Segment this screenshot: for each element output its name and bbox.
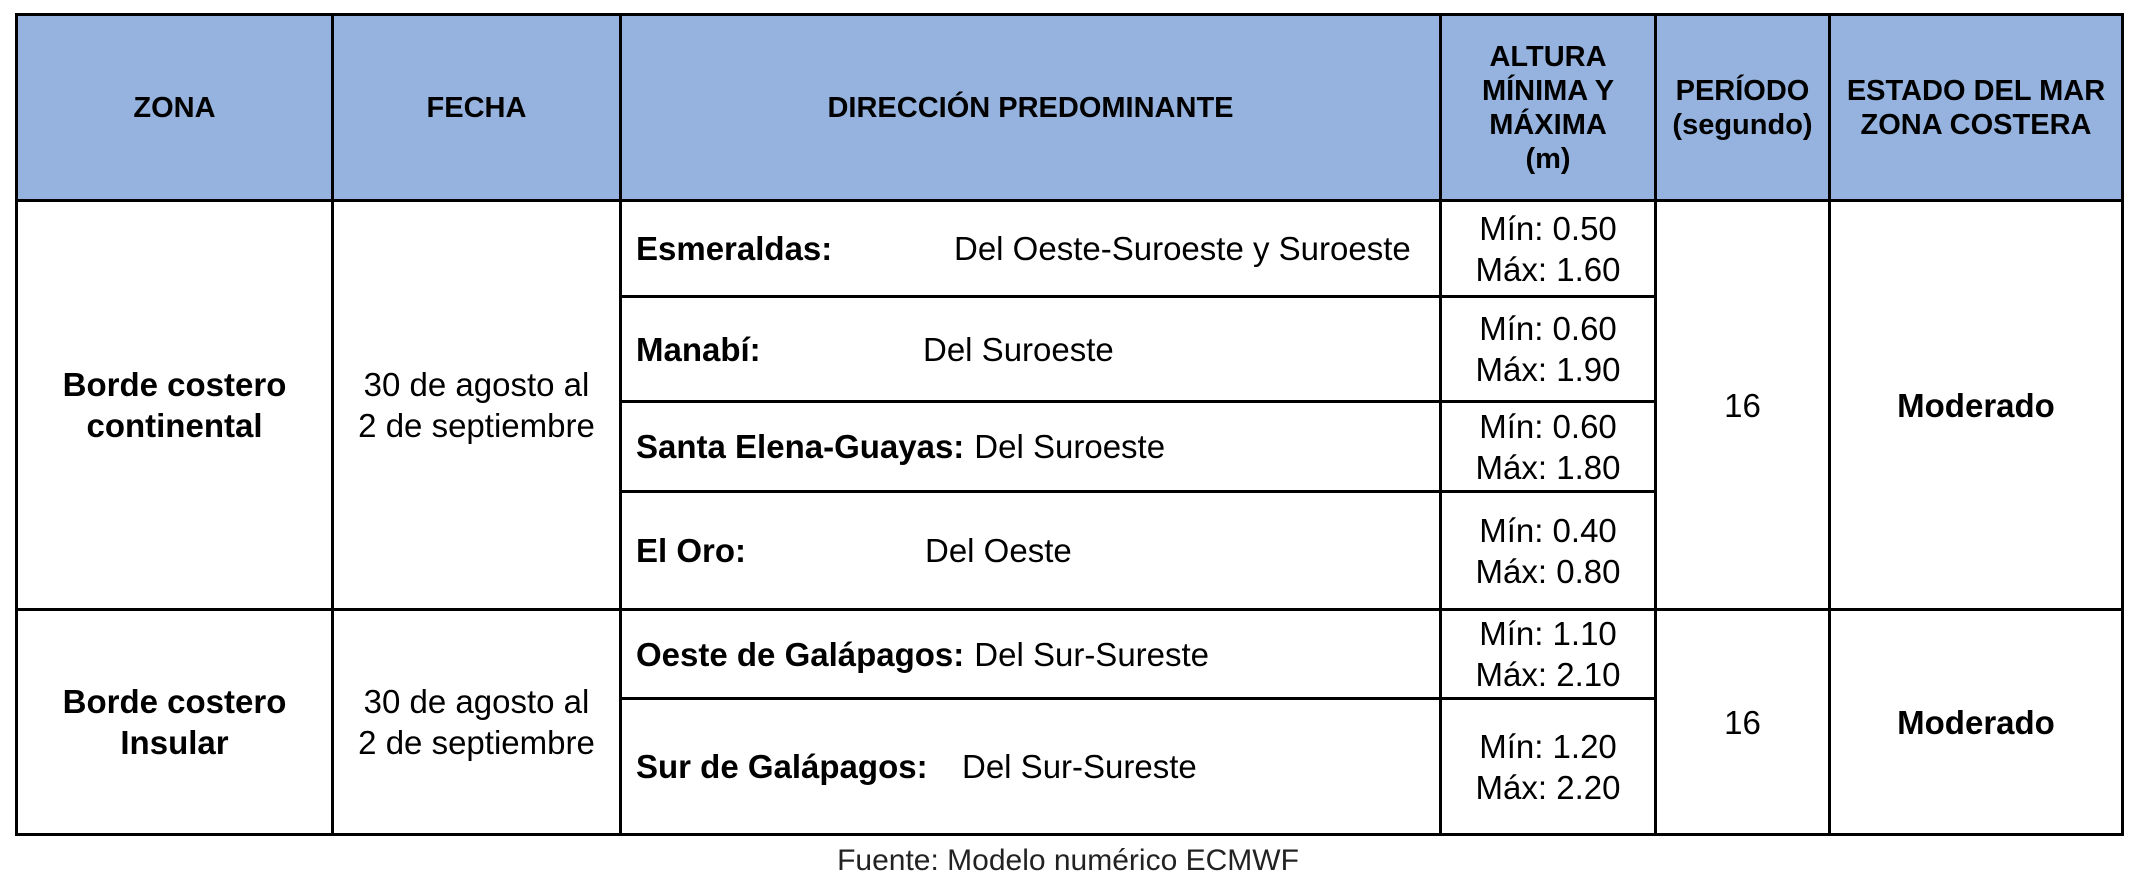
header-periodo-line: (segundo) (1672, 108, 1813, 141)
sea-state-cell: Moderado (1830, 201, 2123, 610)
date-line: 30 de agosto al (363, 366, 590, 403)
height-min: Mín: 0.40 (1479, 511, 1617, 549)
direction-text: Del Suroeste (923, 330, 1114, 368)
region-label: Esmeraldas: (636, 230, 833, 267)
height-max: Máx: 1.90 (1475, 351, 1621, 388)
date-line: 2 de septiembre (358, 407, 595, 444)
wave-forecast-table (15, 13, 2124, 836)
height-cell (1441, 492, 1656, 610)
zone-line: Borde costero (62, 683, 287, 720)
date-cell (333, 610, 621, 835)
period-cell: 16 (1656, 610, 1830, 835)
height-min: Mín: 0.60 (1479, 407, 1617, 445)
source-caption: Fuente: Modelo numérico ECMWF (837, 844, 1299, 877)
height-max: Máx: 2.20 (1475, 768, 1621, 806)
table-row (17, 610, 2123, 699)
height-max: Máx: 2.10 (1475, 656, 1621, 693)
zone-line: continental (86, 407, 263, 444)
header-direccion: DIRECCIÓN PREDOMINANTE (621, 15, 1441, 201)
direction-text: Del Sur-Sureste (974, 635, 1210, 673)
zone-cell (17, 201, 333, 610)
direction-text: Del Suroeste (974, 428, 1166, 465)
height-max: Máx: 1.80 (1475, 448, 1621, 486)
date-line: 2 de septiembre (358, 724, 595, 761)
height-cell (1441, 297, 1656, 402)
height-cell (1441, 610, 1656, 699)
header-periodo-line: PERÍODO (1675, 74, 1810, 107)
direction-cell (621, 492, 1441, 610)
height-cell (1441, 402, 1656, 492)
direction-cell (621, 610, 1441, 699)
height-min: Mín: 0.50 (1479, 209, 1617, 247)
height-max: Máx: 1.60 (1475, 250, 1621, 288)
zone-line: Borde costero (62, 366, 287, 403)
header-altura-line: ALTURA (1489, 40, 1607, 73)
height-min: Mín: 1.20 (1479, 727, 1617, 765)
direction-cell (621, 402, 1441, 492)
direction-text: Del Sur-Sureste (962, 748, 1197, 785)
header-altura-line: MÍNIMA Y (1481, 74, 1615, 107)
date-cell (333, 201, 621, 610)
header-row (17, 15, 2123, 201)
header-periodo (1656, 15, 1830, 201)
region-label: Santa Elena-Guayas: (636, 428, 965, 465)
header-altura (1441, 15, 1656, 201)
direction-cell (621, 201, 1441, 297)
header-estado-line: ZONA COSTERA (1860, 108, 2092, 141)
height-min: Mín: 0.60 (1479, 310, 1617, 347)
zone-line: Insular (120, 724, 229, 761)
region-label: Sur de Galápagos: (636, 748, 928, 785)
date-line: 30 de agosto al (363, 683, 590, 720)
sea-state-cell: Moderado (1830, 610, 2123, 835)
region-label: Manabí: (636, 330, 761, 368)
direction-text: Del Oeste-Suroeste y Suroeste (954, 230, 1411, 267)
height-cell (1441, 201, 1656, 297)
header-zona: ZONA (17, 15, 333, 201)
header-altura-line: MÁXIMA (1489, 108, 1607, 141)
direction-cell (621, 699, 1441, 835)
period-cell: 16 (1656, 201, 1830, 610)
zone-cell (17, 610, 333, 835)
header-estado-line: ESTADO DEL MAR (1846, 74, 2106, 107)
height-cell (1441, 699, 1656, 835)
region-label: Oeste de Galápagos: (636, 635, 965, 673)
header-fecha: FECHA (333, 15, 621, 201)
direction-cell (621, 297, 1441, 402)
header-estado (1830, 15, 2123, 201)
table-row (17, 201, 2123, 297)
height-min: Mín: 1.10 (1479, 615, 1617, 652)
region-label: El Oro: (636, 532, 747, 569)
height-max: Máx: 0.80 (1475, 552, 1621, 590)
header-altura-line: (m) (1525, 142, 1571, 175)
direction-text: Del Oeste (925, 532, 1072, 569)
